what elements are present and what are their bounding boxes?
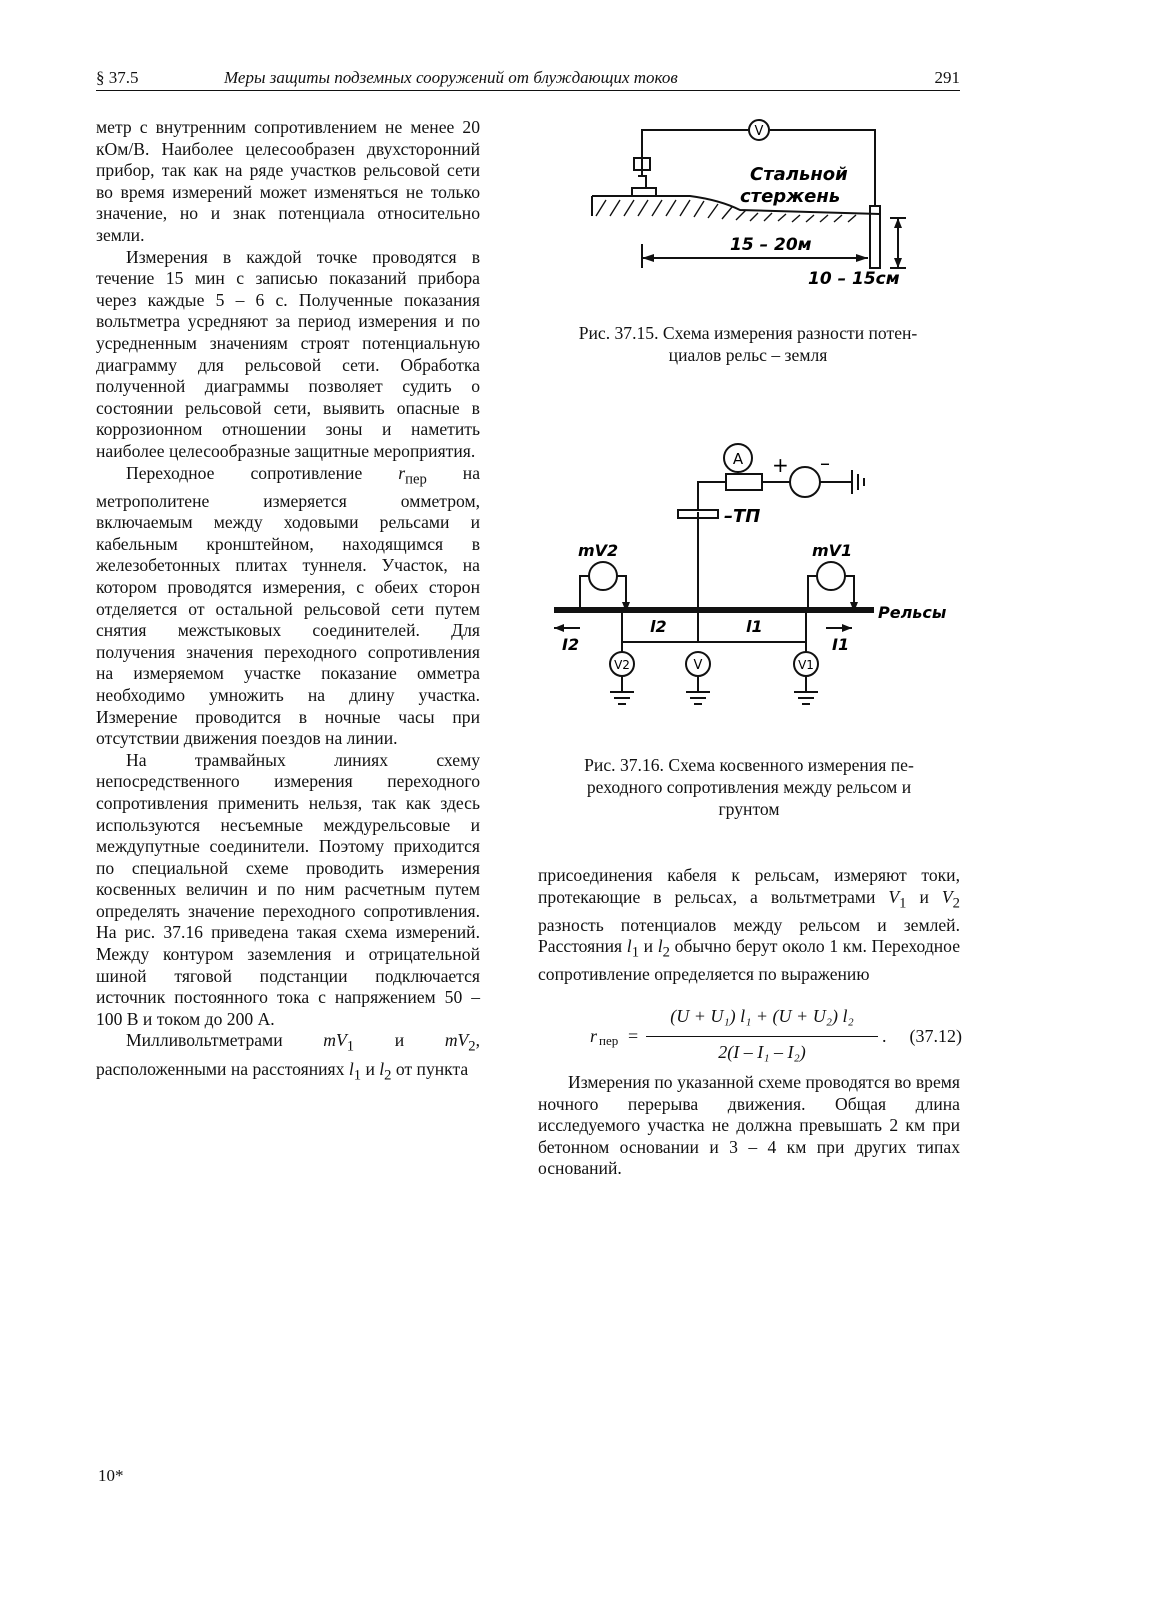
p6-start: Милливольтметрами bbox=[126, 1030, 324, 1051]
voltmeter-2-label: V2 bbox=[614, 658, 630, 672]
current-i1-label: I1 bbox=[832, 635, 850, 654]
formula-37-12: r пер = (U + U₁) l₁ + (U + U₂) l₂ 2(I – I₁ – I₂) . (37.12) bbox=[590, 1006, 962, 1062]
running-header bbox=[96, 66, 960, 91]
rl1-sub: 1 bbox=[631, 944, 640, 961]
mv2-symbol: mV bbox=[444, 1030, 469, 1051]
caption-1-line-2: циалов рельс – земля bbox=[668, 345, 828, 365]
and-1: и bbox=[354, 1030, 445, 1051]
page-number: 291 bbox=[934, 68, 960, 87]
rl2-sub: 2 bbox=[662, 944, 670, 961]
rail-icon bbox=[632, 158, 656, 196]
p3-rest: на метрополитене измеряется омметром, включаемым между ходовыми рельсами и кабельным кронштейном, находящимся в железобетонных плитах туннеля. Участок, на котором проводятся измерения, с обеих сторон отделяется от остальной рельсовой сети путем снятия межстыковых соединителей. bbox=[96, 462, 480, 641]
r-subscript: пер bbox=[405, 471, 427, 488]
r-symbol: r bbox=[398, 462, 406, 483]
right-column-top bbox=[538, 865, 960, 986]
mv1-label: mV1 bbox=[812, 541, 853, 560]
rp1-a: присоединения кабеля к рельсам, измеряют токи, протекающие в рельсах, а вольтметрами bbox=[538, 865, 960, 907]
rails-label: Рельсы bbox=[878, 603, 947, 622]
formula-number: (37.12) bbox=[909, 1026, 962, 1046]
l2-sub: 2 bbox=[384, 1067, 392, 1084]
v2-symbol: V bbox=[941, 886, 953, 907]
fraction-bar bbox=[646, 1036, 878, 1037]
mv1-symbol: mV bbox=[323, 1030, 347, 1051]
current-i2-label: I2 bbox=[562, 635, 580, 654]
right-paragraph-2: Измерения по указанной схеме проводятся во время ночного перерыва движения. Общая длина исследуемого участка не должна превышать 2 км при бетонном основании и 3 – 4 км при других типах оснований. bbox=[538, 1072, 960, 1179]
paragraph-2: Измерения в каждой точке проводятся в течение 15 мин с записью показаний прибора через каждые 5 – 6 с. Полученные показания вольтметра усредняют за период измерения и по усредненным значениям строят потенциальную диаграмму для рельсовой сети. Обработка полученной диаграммы позволяет судить о состоянии рельсовой сети, выявить опасные в коррозионном отношении зоны и наметить наиболее целесообразные защитные мероприятия. bbox=[96, 246, 480, 461]
caption-2-line-2: реходного сопротивления между рельсом и bbox=[586, 777, 912, 797]
signature-mark: 10* bbox=[98, 1466, 124, 1485]
rl2-symbol: l bbox=[657, 936, 663, 957]
mv2-sub: 2 bbox=[468, 1038, 476, 1055]
distance-label: 15 – 20м bbox=[730, 235, 812, 255]
formula-lhs: r bbox=[590, 1026, 598, 1046]
rp1-b: разность потенциалов между рельсом и землей. Расстояния bbox=[538, 914, 960, 957]
rp1-and2: и bbox=[639, 936, 658, 957]
steel-rod-icon bbox=[870, 206, 880, 268]
left-column bbox=[96, 117, 480, 1087]
figure-37-16 bbox=[550, 432, 960, 732]
p6-mid: , расположенными на расстояниях bbox=[96, 1030, 480, 1079]
rp1-and: и bbox=[906, 886, 942, 907]
voltmeter-label: V bbox=[693, 658, 703, 673]
mv1-sub: 1 bbox=[346, 1038, 355, 1055]
rp1-c: обычно берут около 1 км. Переходное сопротивление определяется по выражению bbox=[538, 936, 961, 985]
right-paragraph-1 bbox=[538, 865, 960, 986]
running-title: Меры защиты подземных сооружений от блуждающих токов bbox=[224, 68, 678, 87]
voltmeter-label: V bbox=[754, 124, 764, 139]
formula-lhs-sub: пер bbox=[599, 1033, 619, 1048]
voltmeter-1-label: V1 bbox=[798, 658, 814, 672]
figure-37-16-caption bbox=[538, 754, 960, 820]
ammeter-label: A bbox=[732, 450, 744, 468]
caption-2-line-1: Рис. 37.16. Схема косвенного измерения пе- bbox=[584, 755, 914, 775]
mv2-label: mV2 bbox=[578, 541, 619, 560]
caption-1-line-1: Рис. 37.15. Схема измерения разности потен- bbox=[578, 323, 918, 343]
paragraph-4: На трамвайных линиях схему непосредственного измерения переходного сопротивления применить нельзя, так как здесь используются несъемные междурельсовые и междупутные соединители. Поэтому приходится по специальной схеме проводить измерения косвенных величин и по ним расчетным путем определять значение переходного сопротивления. На рис. 37.16 приведена такая схема измерений. Между контуром заземления и отрицательной шиной тяговой подстанции подключается источник постоянного тока с напряжением 50 – 100 В и током до 200 А. bbox=[96, 749, 480, 1029]
caption-2-line-3: грунтом bbox=[718, 799, 780, 819]
plus-label: + bbox=[772, 453, 789, 477]
paragraph-5 bbox=[96, 1030, 480, 1086]
formula-equals: = bbox=[628, 1026, 639, 1046]
right-column-bottom bbox=[538, 1072, 960, 1180]
p3-start: Переходное сопротивление bbox=[126, 462, 399, 483]
dc-source-icon bbox=[790, 467, 820, 497]
formula-numerator: (U + U₁) l₁ + (U + U₂) l₂ bbox=[670, 1006, 854, 1026]
p6-end: от пункта bbox=[391, 1058, 469, 1079]
paragraph-3 bbox=[96, 463, 480, 750]
rod-label-2: стержень bbox=[740, 186, 841, 207]
span-l1-label: l1 bbox=[746, 617, 763, 636]
rl1-symbol: l bbox=[626, 936, 632, 957]
v1-symbol: V bbox=[888, 886, 900, 907]
paragraph-1: метр с внутренним сопротивлением не менее 20 кОм/В. Наиболее целесообразен двухсторонний прибор, так как на ряде участков рельсовой сети во время измерений может изменяться не только значение, но и знак потенциала относительно земли. bbox=[96, 117, 480, 245]
formula-denominator: 2(I – I₁ – I₂) bbox=[718, 1042, 806, 1062]
l2-symbol: l bbox=[379, 1058, 385, 1079]
section-number: § 37.5 bbox=[96, 68, 139, 87]
v1-sub: 1 bbox=[899, 895, 907, 912]
minus-label: – bbox=[820, 451, 830, 475]
span-l2-label: l2 bbox=[650, 617, 667, 636]
p3-tail: Для получения значения переходного сопротивления на измеряемом участке показание омметра необходимо умножить на длину участка. Измерение проводится в ночные часы при отсутствии движения поездов на линии. bbox=[96, 620, 480, 749]
rod-label-1: Стальной bbox=[750, 164, 848, 185]
depth-label: 10 – 15см bbox=[808, 269, 900, 289]
substation-label: –ТП bbox=[724, 506, 761, 527]
and-2: и bbox=[361, 1058, 380, 1079]
wire-left bbox=[642, 130, 748, 168]
figure-37-15 bbox=[580, 118, 950, 298]
l1-sub: 1 bbox=[353, 1067, 362, 1084]
millivoltmeter-1-icon bbox=[817, 562, 845, 590]
v2-sub: 2 bbox=[952, 895, 960, 912]
figure-37-15-caption bbox=[538, 322, 958, 366]
l1-symbol: l bbox=[348, 1058, 354, 1079]
millivoltmeter-2-icon bbox=[589, 562, 617, 590]
